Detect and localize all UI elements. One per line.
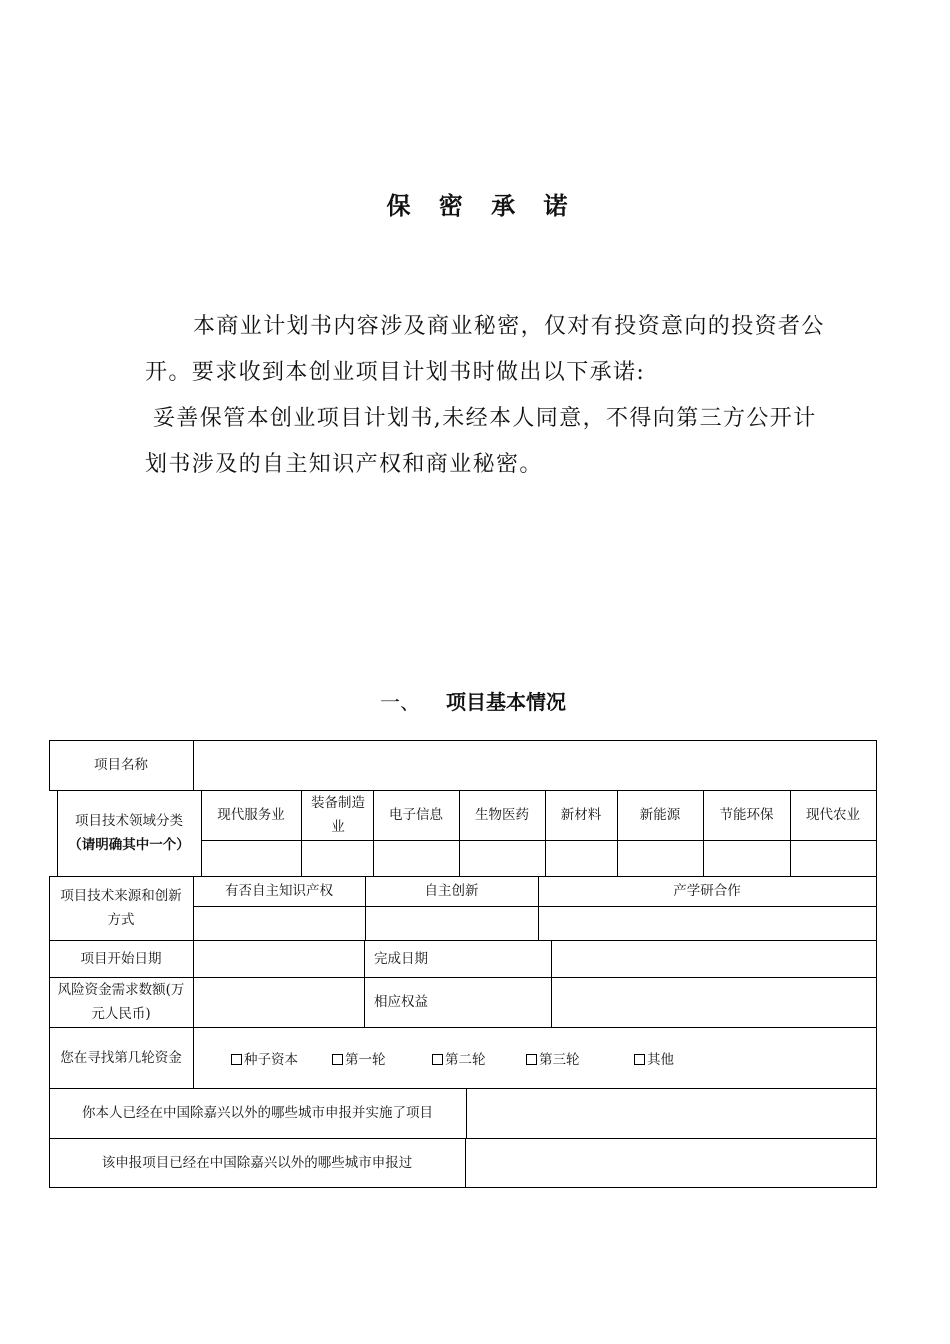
field-option: 现代服务业 [217, 807, 285, 823]
checkbox-icon [332, 1054, 343, 1065]
tech-source-value[interactable] [365, 906, 538, 940]
round-option-second[interactable]: 第二轮 [432, 1048, 486, 1068]
field-option: 新材料 [560, 807, 602, 823]
equity-value[interactable] [551, 977, 876, 1027]
funding-label: 风险资金需求数额(万元人民币) [57, 982, 185, 1022]
tech-source-option: 产学研合作 [673, 883, 741, 899]
checkbox-icon [231, 1054, 242, 1065]
tech-source-option: 有否自主知识产权 [225, 883, 333, 899]
project-name-value[interactable] [193, 740, 876, 790]
commitment-paragraph-2: 妥善保管本创业项目计划书,未经本人同意，不得向第三方公开计划书涉及的自主知识产权和商业秘密。 [145, 406, 817, 477]
commitment-title: 保 密 承 诺 [386, 191, 578, 220]
field-option: 装备制造业 [311, 795, 365, 835]
funding-value[interactable] [193, 977, 364, 1027]
tech-source-value[interactable] [538, 906, 876, 940]
end-date-label: 完成日期 [374, 950, 428, 967]
field-mark-cell[interactable] [545, 840, 617, 876]
field-mark-cell[interactable] [790, 840, 876, 876]
start-date-value[interactable] [193, 940, 364, 977]
applied-cities-label: 该申报项目已经在中国除嘉兴以外的哪些城市申报过 [101, 1154, 413, 1171]
field-option: 现代农业 [806, 807, 860, 823]
round-label: 您在寻找第几轮资金 [60, 1049, 182, 1066]
section-number: 一、 [380, 690, 420, 714]
tech-source-option: 自主创新 [424, 883, 479, 899]
commitment-paragraph-1: 本商业计划书内容涉及商业秘密，仅对有投资意向的投资者公开。要求收到本创业项目计划书时做出以下承诺: [145, 314, 825, 385]
implemented-cities-value[interactable] [466, 1088, 876, 1138]
field-option: 电子信息 [389, 807, 443, 823]
field-option: 节能环保 [719, 807, 774, 823]
tech-field-label-cell [57, 790, 201, 876]
field-mark-cell[interactable] [703, 840, 790, 876]
round-option-first[interactable]: 第一轮 [332, 1048, 386, 1068]
checkbox-icon [634, 1054, 645, 1065]
tech-source-label: 项目技术来源和创新方式 [60, 888, 182, 928]
round-option-third[interactable]: 第三轮 [526, 1048, 580, 1068]
round-option-other[interactable]: 其他 [634, 1048, 674, 1068]
field-mark-cell[interactable] [201, 840, 301, 876]
start-date-label: 项目开始日期 [80, 950, 162, 967]
applied-cities-value[interactable] [465, 1138, 876, 1187]
project-name-label: 项目名称 [94, 757, 148, 773]
tech-field-note: （请明确其中一个） [68, 837, 190, 853]
checkbox-icon [526, 1054, 537, 1065]
field-mark-cell[interactable] [617, 840, 703, 876]
field-mark-cell[interactable] [301, 840, 373, 876]
field-option: 生物医药 [475, 807, 529, 823]
implemented-cities-label: 你本人已经在中国除嘉兴以外的哪些城市申报并实施了项目 [82, 1105, 433, 1121]
field-option: 新能源 [639, 807, 681, 823]
tech-field-label: 项目技术领域分类 [75, 813, 183, 829]
end-date-value[interactable] [551, 940, 876, 977]
checkbox-icon [432, 1054, 443, 1065]
field-mark-cell[interactable] [373, 840, 459, 876]
round-option-seed[interactable]: 种子资本 [231, 1048, 298, 1068]
equity-label: 相应权益 [374, 994, 428, 1010]
section-heading [380, 686, 566, 715]
section-title: 项目基本情况 [446, 690, 566, 714]
field-mark-cell[interactable] [459, 840, 545, 876]
tech-source-value[interactable] [193, 906, 365, 940]
